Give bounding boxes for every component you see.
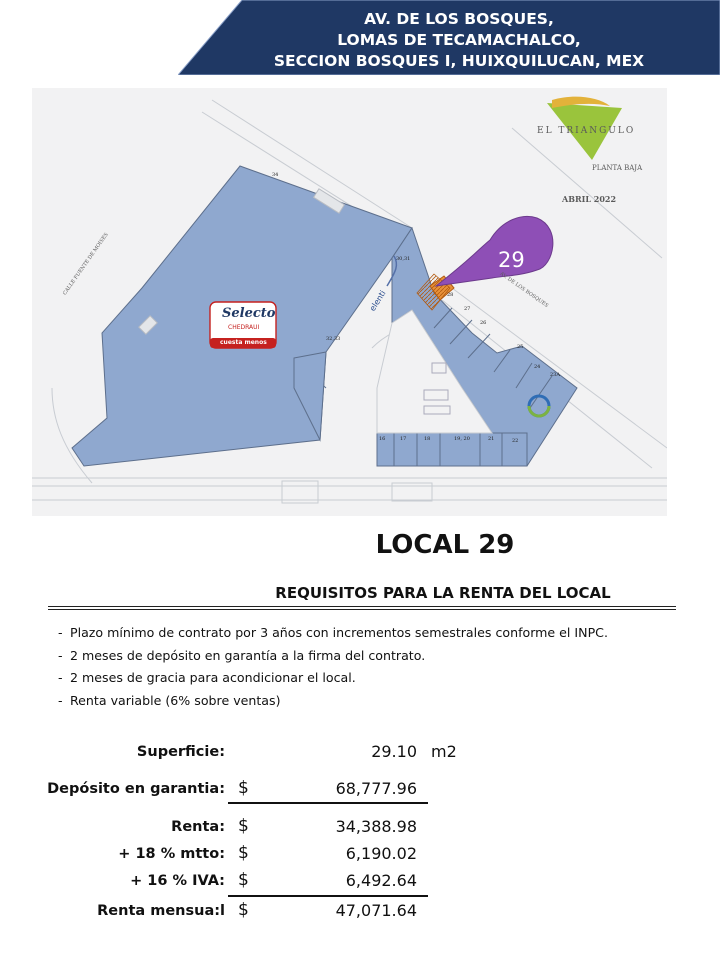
requirement-item: - Renta variable (6% sobre ventas) [58,690,608,713]
requirement-item: - Plazo mínimo de contrato por 3 años con incrementos semestrales conforme el INPC. [58,622,608,645]
unit-label-18: 18 [424,436,431,442]
unit-label-23a: 23A [550,372,560,378]
deposit-value: 68,777.96 [335,779,417,798]
rent-value: 34,388.98 [335,817,417,836]
mtto-currency: $ [238,843,249,863]
iva-underline [228,895,428,897]
unit-label-28: 28 [447,292,454,298]
floor-label: PLANTA BAJA [592,164,643,172]
unit-label-22: 22 [512,438,519,444]
street-left: CALLE FUENTE DE MOISES [62,231,110,297]
brand-name: EL TRIANGULO [537,126,636,136]
address-line-2: LOMAS DE TECAMACHALCO, [337,31,581,49]
anchor-logo-line-2: CHEDRAUI [228,324,260,331]
address-line-1: AV. DE LOS BOSQUES, [364,10,554,28]
unit-label-24: 24 [534,364,541,370]
unit-label-26: 26 [480,320,487,326]
highlight-unit-number: 29 [498,248,525,272]
plan-date: ABRIL 2022 [562,194,617,204]
anchor-logo-line-3: cuesta menos [220,339,267,346]
rent-label: Renta: [171,819,225,835]
iva-value: 6,492.64 [345,871,417,890]
requirements-title: REQUISITOS PARA LA RENTA DEL LOCAL [275,584,611,602]
address-line-3: SECCION BOSQUES I, HUIXQUILUCAN, MEX [273,52,645,70]
requirement-item: - 2 meses de gracia para acondicionar el local. [58,667,608,690]
unit-label-16: 16 [379,436,386,442]
unit-label-34: 34 [272,172,279,178]
elenti-label: elenti [368,288,388,313]
requirement-item: - 2 meses de depósito en garantía a la firma del contrato. [58,645,608,668]
mtto-value: 6,190.02 [345,844,417,863]
unit-label-32-33: 32,33 [326,336,341,342]
deposit-currency: $ [238,778,249,798]
unit-label-25: 25 [517,344,524,350]
unit-label-27: 27 [464,306,471,312]
monthly-rent-value: 47,071.64 [335,901,417,920]
deposit-underline [228,802,428,804]
unit-label-21: 21 [488,436,495,442]
iva-currency: $ [238,870,249,890]
deposit-label: Depósito en garantia: [47,781,225,797]
anchor-logo-line-1: Selecto [222,306,276,321]
mtto-label: + 18 % mtto: [118,846,225,862]
unit-label-19-20: 19, 20 [454,436,470,442]
street-right: AV. DE LOS BOSQUES [498,271,550,309]
surface-value: 29.10 [371,742,417,761]
unit-label-17: 17 [400,436,407,442]
surface-unit: m2 [431,742,457,761]
iva-label: + 16 % IVA: [130,873,225,889]
page-title: LOCAL 29 [375,530,515,560]
monthly-rent-currency: $ [238,900,249,920]
surface-label: Superficie: [136,744,225,760]
unit-label-30-31: 30,31 [396,256,411,262]
rent-currency: $ [238,816,249,836]
monthly-rent-label: Renta mensua:l [97,903,225,919]
